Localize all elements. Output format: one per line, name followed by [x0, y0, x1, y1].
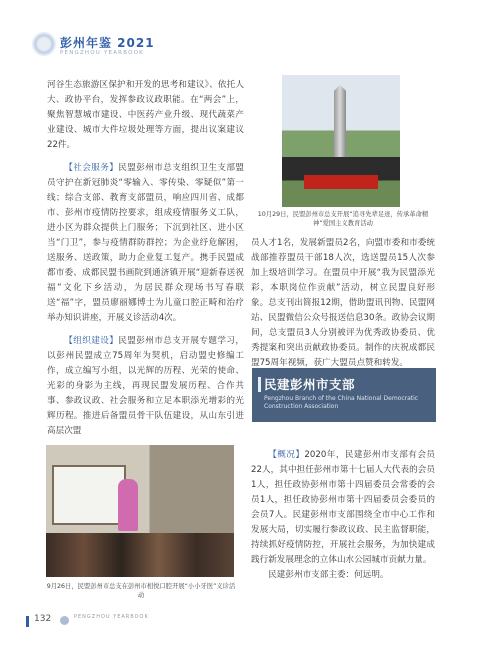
yearbook-logo-icon — [32, 32, 56, 56]
section-tag: 【组织建设】 — [64, 336, 119, 346]
section-english-title: Pengzhou Branch of the China National Democratic Construction Association — [264, 395, 419, 410]
right-column-top — [251, 236, 435, 371]
left-column — [47, 78, 244, 439]
photo-patriotic-education — [282, 75, 400, 207]
section-tag: 【社会服务】 — [64, 163, 119, 173]
photo-dental-clinic — [46, 445, 234, 577]
presenter-shape — [118, 479, 138, 531]
footer-book-name: PENGZHOU YEARBOOK — [74, 614, 149, 620]
section-title: 民建彭州市支部 — [264, 377, 356, 392]
page-footer — [26, 614, 456, 628]
red-banner-shape — [304, 175, 378, 189]
yearbook-subtitle: PENGZHOU YEARBOOK — [60, 50, 144, 56]
paragraph-organization — [47, 334, 244, 439]
right-column-bottom — [251, 448, 435, 583]
paragraph-text: 民盟彭州市总支开展专题学习，以彭州民盟成立75周年为契机，启动盟史修编工作，成立编写小组，以光辉的历程、光荣的使命、光彩的身影为主线，再现民盟发展历程、合作共事、参政议政、社会服务和立足本职添光增彩的光辉历程。推进后备盟员骨干队伍建设，从山东引进高层次盟 — [47, 336, 244, 436]
yearbook-header — [32, 32, 452, 62]
page-number: 132 — [34, 614, 52, 624]
photo-caption: 9月26日，民盟彭州市总支在彭州市相悦口腔开展“小小牙医”义诊活动 — [46, 583, 236, 599]
audience-shape — [46, 533, 234, 577]
paragraph-social-service — [47, 161, 244, 326]
section-tag: 【概况】 — [268, 450, 305, 460]
section-heading-box — [252, 368, 436, 422]
photo-caption: 10月29日，民盟彭州市总支开展“追寻先辈足迹，传承革命精神”爱国主义教育活动 — [257, 211, 429, 227]
paragraph-text: 民盟彭州市总支组织卫生支部盟员守护在新冠肺炎“零输入、零传染、零疑似”第一线；综合支部、教育支部盟员，响应四川省、成都市、彭州市疫情防控要求，组成疫情服务义工队，进小区为群众提供上门服务；下沉到社区、进小区当“门卫”，参与疫情群防群控；为企业纾危解困，送服务、送政策，助力企业复工复产。携手民盟成都市委、成都民盟书画院到通济镇开展“迎新春送祝福”文化下乡活动，为居民群众现场书写春联送“福”字，盟员廖丽娜博士为儿童口腔正畸和治疗举办知识讲座，开展义诊活动4次。 — [47, 163, 244, 323]
heading-accent-bar — [258, 377, 261, 392]
footer-accent-bar — [26, 616, 29, 627]
paragraph-overview — [251, 448, 435, 568]
yearbook-title: 彭州年鉴 2021 — [60, 36, 155, 50]
monument-shape — [334, 85, 346, 157]
paragraph-leader: 民建彭州市支部主委：何远明。 — [268, 570, 389, 580]
paragraph-text: 2020年，民建彭州市支部有会员22人，其中担任彭州市第十七届人大代表的会员1人，担任政协彭州市第十四届委员会常委的会员1人，担任政协彭州市第十四届委员会委员的会员7人。民建彭州市支部围绕全市中心工作和发展大局，切实履行参政议政、民主监督职能，持续抓好疫情防控，开展社会服务，为加快建成践行新发展理念的立体山水公园城市贡献力量。 — [251, 450, 435, 565]
paragraph: 员人才1名，发展新盟员2名，向盟市委和市委统战部推荐盟员干部18人次，选送盟员15人次参加上级培训学习。在盟员中开展“我为民盟添光彩，本职岗位作贡献”活动，树立民盟良好形象。总支刊出简报12期，借助盟讯刊物、民盟网站、民盟微信公众号报送信息30条。政协会议期间，总支盟员3人分别被评为优秀政协委员、优秀提案和突出贡献政协委员。制作的庆祝成都民盟75周年视频，获广大盟员点赞和转发。 — [251, 238, 435, 368]
whiteboard-shape — [52, 465, 126, 525]
paragraph: 河谷生态旅游区保护和开发的思考和建议》、依托人大、政协平台，发挥参政议政职能。在“两会”上，聚焦智慧城市建设、中医药产业升级、现代蔬菜产业建设、城市大件垃圾处理等方面，提出议案建议22件。 — [47, 80, 244, 150]
footer-logo-icon — [60, 616, 69, 625]
